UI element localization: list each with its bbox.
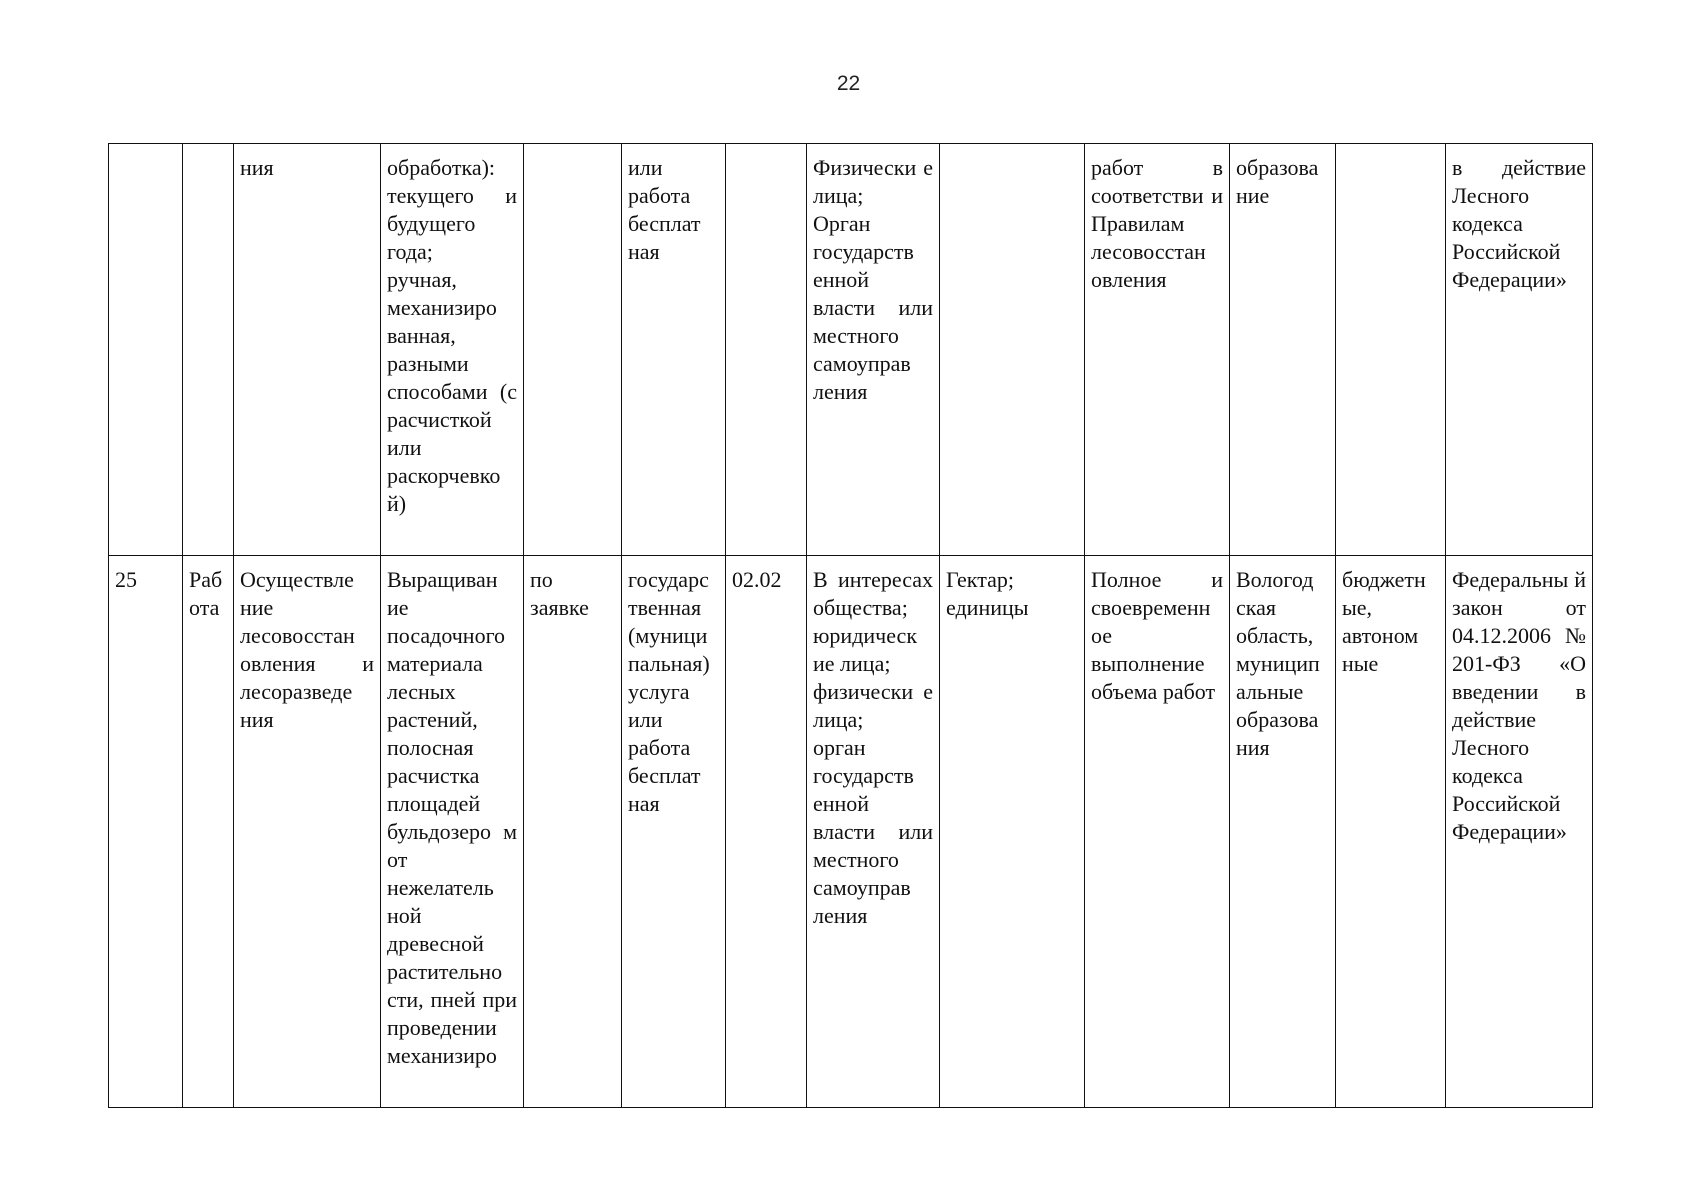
cell-content: Выращиван ие посадочного материала лесных растений, полосная расчистка площадей бульдозеро м от нежелатель ной древесной растительно сти, пней при проведении механизиро (381, 556, 524, 1108)
table-row (109, 144, 1593, 556)
cell-code: 02.02 (726, 556, 807, 1108)
cell-legal-basis: Федеральны й закон от 04.12.2006 № 201-ФЗ «О введении в действие Лесного кодекса Российской Федерации» (1446, 556, 1593, 1108)
cell-quality: работ в соответстви и Правилам лесовосстан овления (1085, 144, 1230, 556)
cell-quality: Полное и своевременн ое выполнение объема работ (1085, 556, 1230, 1108)
cell-territory: Вологод ская область, муницип альные образова ния (1230, 556, 1336, 1108)
cell-legal-basis: в действие Лесного кодекса Российской Федерации» (1446, 144, 1593, 556)
cell-territory: образова ние (1230, 144, 1336, 556)
cell-number (109, 144, 183, 556)
cell-condition: по заявке (524, 556, 622, 1108)
cell-units (940, 144, 1085, 556)
cell-consumers: В интересах общества; юридическ ие лица; физически е лица; орган государств енной власти или местного самоуправ ления (807, 556, 940, 1108)
cell-name: Осуществле ние лесовосстан овления и лесоразведе ния (234, 556, 381, 1108)
cell-kind: или работа бесплат ная (622, 144, 726, 556)
cell-institution-type: бюджетн ые, автоном ные (1336, 556, 1446, 1108)
services-table (108, 143, 1593, 1108)
cell-code (726, 144, 807, 556)
page-number: 22 (836, 72, 861, 95)
cell-consumers: Физически е лица; Орган государств енной власти или местного самоуправ ления (807, 144, 940, 556)
cell-content: обработка): текущего и будущего года; ручная, механизиро ванная, разными способами (с расчисткой или раскорчевко й) (381, 144, 524, 556)
table-row (109, 556, 1593, 1108)
cell-units: Гектар; единицы (940, 556, 1085, 1108)
cell-name: ния (234, 144, 381, 556)
cell-number: 25 (109, 556, 183, 1108)
cell-type (183, 144, 234, 556)
cell-condition (524, 144, 622, 556)
cell-kind: государс твенная (муници пальная) услуга или работа бесплат ная (622, 556, 726, 1108)
cell-type: Раб ота (183, 556, 234, 1108)
cell-institution-type (1336, 144, 1446, 556)
